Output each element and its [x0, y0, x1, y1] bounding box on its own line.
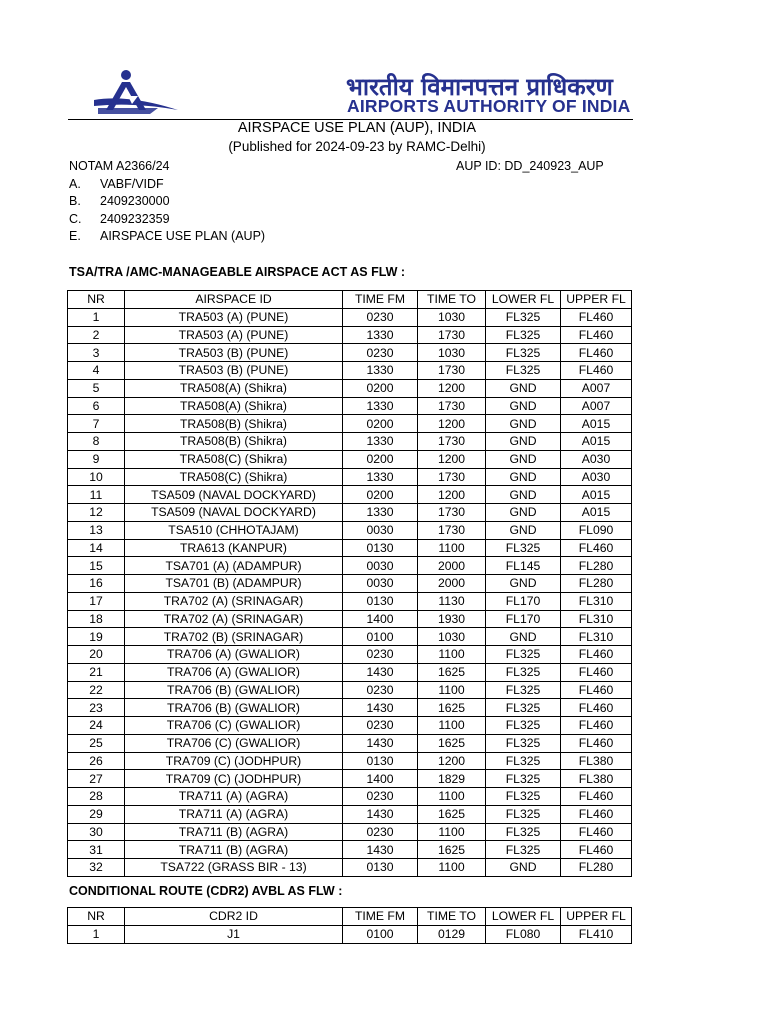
table-row	[68, 770, 632, 788]
cdr-table	[67, 907, 632, 944]
table-cell: FL280	[561, 557, 632, 575]
table-cell: 1430	[343, 699, 418, 717]
table-cell: 1430	[343, 805, 418, 823]
table-cell: 0230	[343, 681, 418, 699]
table-cell: TRA702 (B) (SRINAGAR)	[125, 628, 343, 646]
org-name: AIRPORTS AUTHORITY OF INDIA	[347, 96, 631, 116]
table-cell: A015	[561, 504, 632, 522]
table-cell: 2000	[418, 557, 486, 575]
table-cell: FL325	[486, 805, 561, 823]
table-row	[68, 646, 632, 664]
table-cell: GND	[486, 468, 561, 486]
table-cell: 0230	[343, 308, 418, 326]
column-header: NR	[68, 908, 125, 926]
table-cell: 1	[68, 925, 125, 943]
table-cell: TRA706 (C) (GWALIOR)	[125, 734, 343, 752]
table-cell: FL325	[486, 788, 561, 806]
table-cell: 12	[68, 504, 125, 522]
table-cell: GND	[486, 504, 561, 522]
table-cell: 1730	[418, 326, 486, 344]
table-cell: 1430	[343, 663, 418, 681]
table-cell: 1200	[418, 450, 486, 468]
table-cell: 1200	[418, 379, 486, 397]
table-cell: TRA711 (A) (AGRA)	[125, 788, 343, 806]
table-cell: 19	[68, 628, 125, 646]
table-cell: FL460	[561, 734, 632, 752]
table-cell: TRA508(B) (Shikra)	[125, 415, 343, 433]
table-cell: FL325	[486, 539, 561, 557]
table-row	[68, 362, 632, 380]
table-cell: FL460	[561, 646, 632, 664]
table-cell: 0230	[343, 823, 418, 841]
table-cell: GND	[486, 628, 561, 646]
table-cell: 1100	[418, 823, 486, 841]
table-cell: 7	[68, 415, 125, 433]
table-cell: 1730	[418, 521, 486, 539]
table-row	[68, 699, 632, 717]
table-cell: 1200	[418, 752, 486, 770]
table-cell: FL325	[486, 770, 561, 788]
table-row	[68, 610, 632, 628]
table-cell: GND	[486, 379, 561, 397]
table-cell: 1430	[343, 734, 418, 752]
table-cell: FL460	[561, 681, 632, 699]
table-cell: FL080	[486, 925, 561, 943]
table-cell: 0130	[343, 592, 418, 610]
table-cell: TRA702 (A) (SRINAGAR)	[125, 610, 343, 628]
table-cell: FL460	[561, 805, 632, 823]
table-cell: FL460	[561, 663, 632, 681]
table-cell: FL090	[561, 521, 632, 539]
table-row	[68, 450, 632, 468]
table-cell: FL325	[486, 663, 561, 681]
table-cell: GND	[486, 521, 561, 539]
table-cell: A015	[561, 486, 632, 504]
field-key: B.	[69, 194, 81, 208]
table-cell: 0230	[343, 788, 418, 806]
table-cell: 3	[68, 344, 125, 362]
table-cell: TRA508(B) (Shikra)	[125, 433, 343, 451]
table-cell: FL460	[561, 308, 632, 326]
tsa-table-header-row	[68, 291, 632, 309]
table-cell: 0030	[343, 521, 418, 539]
table-cell: TRA711 (B) (AGRA)	[125, 841, 343, 859]
table-cell: 1625	[418, 805, 486, 823]
table-cell: TRA503 (A) (PUNE)	[125, 308, 343, 326]
table-cell: FL325	[486, 752, 561, 770]
table-cell: 9	[68, 450, 125, 468]
table-cell: 1330	[343, 468, 418, 486]
field-value: VABF/VIDF	[100, 177, 164, 191]
column-header: CDR2 ID	[125, 908, 343, 926]
column-header: UPPER FL	[561, 291, 632, 309]
table-cell: A015	[561, 433, 632, 451]
table-cell: TRA706 (B) (GWALIOR)	[125, 681, 343, 699]
table-cell: 21	[68, 663, 125, 681]
table-cell: 30	[68, 823, 125, 841]
table-cell: 11	[68, 486, 125, 504]
tsa-section-heading: TSA/TRA /AMC-MANAGEABLE AIRSPACE ACT AS FLW :	[69, 265, 406, 279]
field-b	[69, 194, 170, 208]
table-cell: GND	[486, 486, 561, 504]
table-row	[68, 788, 632, 806]
table-cell: 1730	[418, 468, 486, 486]
table-cell: TRA503 (B) (PUNE)	[125, 362, 343, 380]
table-row	[68, 823, 632, 841]
table-cell: 1	[68, 308, 125, 326]
table-cell: FL280	[561, 575, 632, 593]
table-cell: FL310	[561, 628, 632, 646]
table-cell: FL145	[486, 557, 561, 575]
table-cell: 1730	[418, 504, 486, 522]
table-cell: FL170	[486, 592, 561, 610]
table-row	[68, 379, 632, 397]
table-cell: TSA510 (CHHOTAJAM)	[125, 521, 343, 539]
table-cell: 24	[68, 717, 125, 735]
table-row	[68, 841, 632, 859]
table-cell: TRA706 (A) (GWALIOR)	[125, 646, 343, 664]
table-cell: 0200	[343, 486, 418, 504]
table-cell: TRA503 (B) (PUNE)	[125, 344, 343, 362]
table-cell: 1100	[418, 646, 486, 664]
table-cell: TRA711 (A) (AGRA)	[125, 805, 343, 823]
column-header: NR	[68, 291, 125, 309]
table-cell: 22	[68, 681, 125, 699]
table-cell: 0200	[343, 415, 418, 433]
table-cell: 1730	[418, 397, 486, 415]
table-row	[68, 925, 632, 943]
table-cell: 1625	[418, 734, 486, 752]
table-cell: 13	[68, 521, 125, 539]
table-row	[68, 397, 632, 415]
table-cell: 1030	[418, 344, 486, 362]
aup-id: AUP ID: DD_240923_AUP	[456, 159, 604, 173]
table-cell: 1330	[343, 362, 418, 380]
table-cell: 8	[68, 433, 125, 451]
notam-number: NOTAM A2366/24	[69, 159, 170, 173]
table-cell: 1030	[418, 628, 486, 646]
table-cell: 4	[68, 362, 125, 380]
field-value: 2409232359	[100, 212, 170, 226]
table-cell: GND	[486, 397, 561, 415]
field-key: A.	[69, 177, 81, 191]
table-cell: 1330	[343, 326, 418, 344]
page-title: AIRSPACE USE PLAN (AUP), INDIA	[237, 120, 477, 136]
table-row	[68, 734, 632, 752]
table-cell: 25	[68, 734, 125, 752]
table-cell: 28	[68, 788, 125, 806]
table-cell: 0130	[343, 859, 418, 877]
table-cell: FL325	[486, 717, 561, 735]
table-cell: FL310	[561, 610, 632, 628]
table-row	[68, 504, 632, 522]
table-cell: 14	[68, 539, 125, 557]
field-a	[69, 177, 164, 191]
aai-logo-icon	[88, 68, 180, 116]
table-cell: FL460	[561, 841, 632, 859]
org-name-hindi: भारतीय विमानपत्तन प्राधिकरण	[346, 73, 613, 101]
table-cell: 15	[68, 557, 125, 575]
cdr-section-heading: CONDITIONAL ROUTE (CDR2) AVBL AS FLW :	[69, 884, 343, 898]
table-cell: FL170	[486, 610, 561, 628]
table-cell: TSA701 (B) (ADAMPUR)	[125, 575, 343, 593]
table-cell: 29	[68, 805, 125, 823]
table-row	[68, 663, 632, 681]
table-row	[68, 521, 632, 539]
column-header: AIRSPACE ID	[125, 291, 343, 309]
table-cell: 27	[68, 770, 125, 788]
table-cell: TRA613 (KANPUR)	[125, 539, 343, 557]
field-key: C.	[69, 212, 82, 226]
table-cell: TRA508(C) (Shikra)	[125, 468, 343, 486]
table-cell: TRA706 (A) (GWALIOR)	[125, 663, 343, 681]
table-cell: 1100	[418, 539, 486, 557]
table-cell: FL280	[561, 859, 632, 877]
table-cell: 32	[68, 859, 125, 877]
table-cell: FL410	[561, 925, 632, 943]
column-header: TIME FM	[343, 291, 418, 309]
table-cell: GND	[486, 433, 561, 451]
table-cell: 20	[68, 646, 125, 664]
table-cell: 0030	[343, 575, 418, 593]
table-row	[68, 433, 632, 451]
table-cell: 1100	[418, 681, 486, 699]
table-cell: FL460	[561, 344, 632, 362]
table-cell: FL380	[561, 752, 632, 770]
table-cell: 1730	[418, 362, 486, 380]
table-row	[68, 486, 632, 504]
table-cell: 0230	[343, 646, 418, 664]
table-cell: 1330	[343, 504, 418, 522]
table-cell: FL325	[486, 646, 561, 664]
table-cell: GND	[486, 450, 561, 468]
table-cell: A015	[561, 415, 632, 433]
table-cell: 1430	[343, 841, 418, 859]
table-cell: FL325	[486, 308, 561, 326]
table-cell: 1100	[418, 859, 486, 877]
table-cell: 5	[68, 379, 125, 397]
table-cell: FL325	[486, 841, 561, 859]
table-row	[68, 308, 632, 326]
table-row	[68, 575, 632, 593]
table-cell: 1330	[343, 397, 418, 415]
table-cell: 31	[68, 841, 125, 859]
page-subtitle: (Published for 2024-09-23 by RAMC-Delhi)	[228, 139, 486, 154]
table-cell: 1200	[418, 415, 486, 433]
table-row	[68, 326, 632, 344]
column-header: LOWER FL	[486, 908, 561, 926]
table-cell: 1330	[343, 433, 418, 451]
table-cell: FL460	[561, 823, 632, 841]
table-cell: TRA706 (C) (GWALIOR)	[125, 717, 343, 735]
table-cell: 23	[68, 699, 125, 717]
table-cell: FL460	[561, 699, 632, 717]
table-cell: 1200	[418, 486, 486, 504]
table-cell: 18	[68, 610, 125, 628]
table-cell: 1625	[418, 699, 486, 717]
table-cell: TRA503 (A) (PUNE)	[125, 326, 343, 344]
table-row	[68, 628, 632, 646]
table-cell: 0130	[343, 539, 418, 557]
table-cell: 1730	[418, 433, 486, 451]
table-cell: FL460	[561, 788, 632, 806]
column-header: TIME FM	[343, 908, 418, 926]
table-cell: TRA508(A) (Shikra)	[125, 397, 343, 415]
column-header: UPPER FL	[561, 908, 632, 926]
table-cell: 0200	[343, 450, 418, 468]
table-cell: TRA706 (B) (GWALIOR)	[125, 699, 343, 717]
table-cell: 0230	[343, 344, 418, 362]
table-cell: 0230	[343, 717, 418, 735]
table-cell: FL325	[486, 344, 561, 362]
table-cell: 1829	[418, 770, 486, 788]
table-row	[68, 415, 632, 433]
field-value: 2409230000	[100, 194, 170, 208]
table-cell: FL325	[486, 681, 561, 699]
table-cell: 0100	[343, 925, 418, 943]
table-cell: 10	[68, 468, 125, 486]
table-cell: 6	[68, 397, 125, 415]
table-cell: TSA722 (GRASS BIR - 13)	[125, 859, 343, 877]
table-row	[68, 557, 632, 575]
table-cell: TSA701 (A) (ADAMPUR)	[125, 557, 343, 575]
table-cell: GND	[486, 859, 561, 877]
field-value: AIRSPACE USE PLAN (AUP)	[100, 229, 266, 243]
table-cell: TRA508(A) (Shikra)	[125, 379, 343, 397]
table-cell: FL325	[486, 362, 561, 380]
column-header: LOWER FL	[486, 291, 561, 309]
table-cell: GND	[486, 415, 561, 433]
table-row	[68, 344, 632, 362]
table-cell: 1100	[418, 788, 486, 806]
field-e	[69, 229, 265, 243]
table-cell: A007	[561, 379, 632, 397]
field-key: E.	[69, 229, 81, 243]
field-c	[69, 212, 170, 226]
table-cell: TRA711 (B) (AGRA)	[125, 823, 343, 841]
table-row	[68, 717, 632, 735]
table-cell: 0129	[418, 925, 486, 943]
table-cell: FL460	[561, 362, 632, 380]
table-cell: FL325	[486, 326, 561, 344]
table-cell: 2	[68, 326, 125, 344]
table-cell: TRA709 (C) (JODHPUR)	[125, 770, 343, 788]
table-cell: 1625	[418, 663, 486, 681]
table-row	[68, 468, 632, 486]
table-cell: 0200	[343, 379, 418, 397]
table-cell: 1400	[343, 610, 418, 628]
table-row	[68, 681, 632, 699]
table-cell: FL310	[561, 592, 632, 610]
table-cell: 1930	[418, 610, 486, 628]
table-cell: 1625	[418, 841, 486, 859]
table-cell: TSA509 (NAVAL DOCKYARD)	[125, 486, 343, 504]
table-cell: 1400	[343, 770, 418, 788]
table-cell: FL380	[561, 770, 632, 788]
table-cell: 16	[68, 575, 125, 593]
table-cell: A030	[561, 450, 632, 468]
table-row	[68, 805, 632, 823]
table-row	[68, 752, 632, 770]
table-cell: TRA508(C) (Shikra)	[125, 450, 343, 468]
table-cell: TSA509 (NAVAL DOCKYARD)	[125, 504, 343, 522]
column-header: TIME TO	[418, 291, 486, 309]
table-cell: 1100	[418, 717, 486, 735]
table-cell: 17	[68, 592, 125, 610]
table-cell: 2000	[418, 575, 486, 593]
table-cell: TRA702 (A) (SRINAGAR)	[125, 592, 343, 610]
tsa-table	[67, 290, 632, 877]
table-cell: A007	[561, 397, 632, 415]
table-row	[68, 539, 632, 557]
table-cell: 0100	[343, 628, 418, 646]
table-cell: TRA709 (C) (JODHPUR)	[125, 752, 343, 770]
table-cell: FL460	[561, 717, 632, 735]
column-header: TIME TO	[418, 908, 486, 926]
table-cell: 0130	[343, 752, 418, 770]
table-cell: FL460	[561, 539, 632, 557]
table-cell: FL325	[486, 823, 561, 841]
table-cell: 1130	[418, 592, 486, 610]
cdr-table-header-row	[68, 908, 632, 926]
table-cell: 0030	[343, 557, 418, 575]
table-row	[68, 859, 632, 877]
table-row	[68, 592, 632, 610]
table-cell: FL460	[561, 326, 632, 344]
table-cell: GND	[486, 575, 561, 593]
table-cell: FL325	[486, 699, 561, 717]
table-cell: 26	[68, 752, 125, 770]
table-cell: A030	[561, 468, 632, 486]
table-cell: 1030	[418, 308, 486, 326]
table-cell: FL325	[486, 734, 561, 752]
table-cell: J1	[125, 925, 343, 943]
